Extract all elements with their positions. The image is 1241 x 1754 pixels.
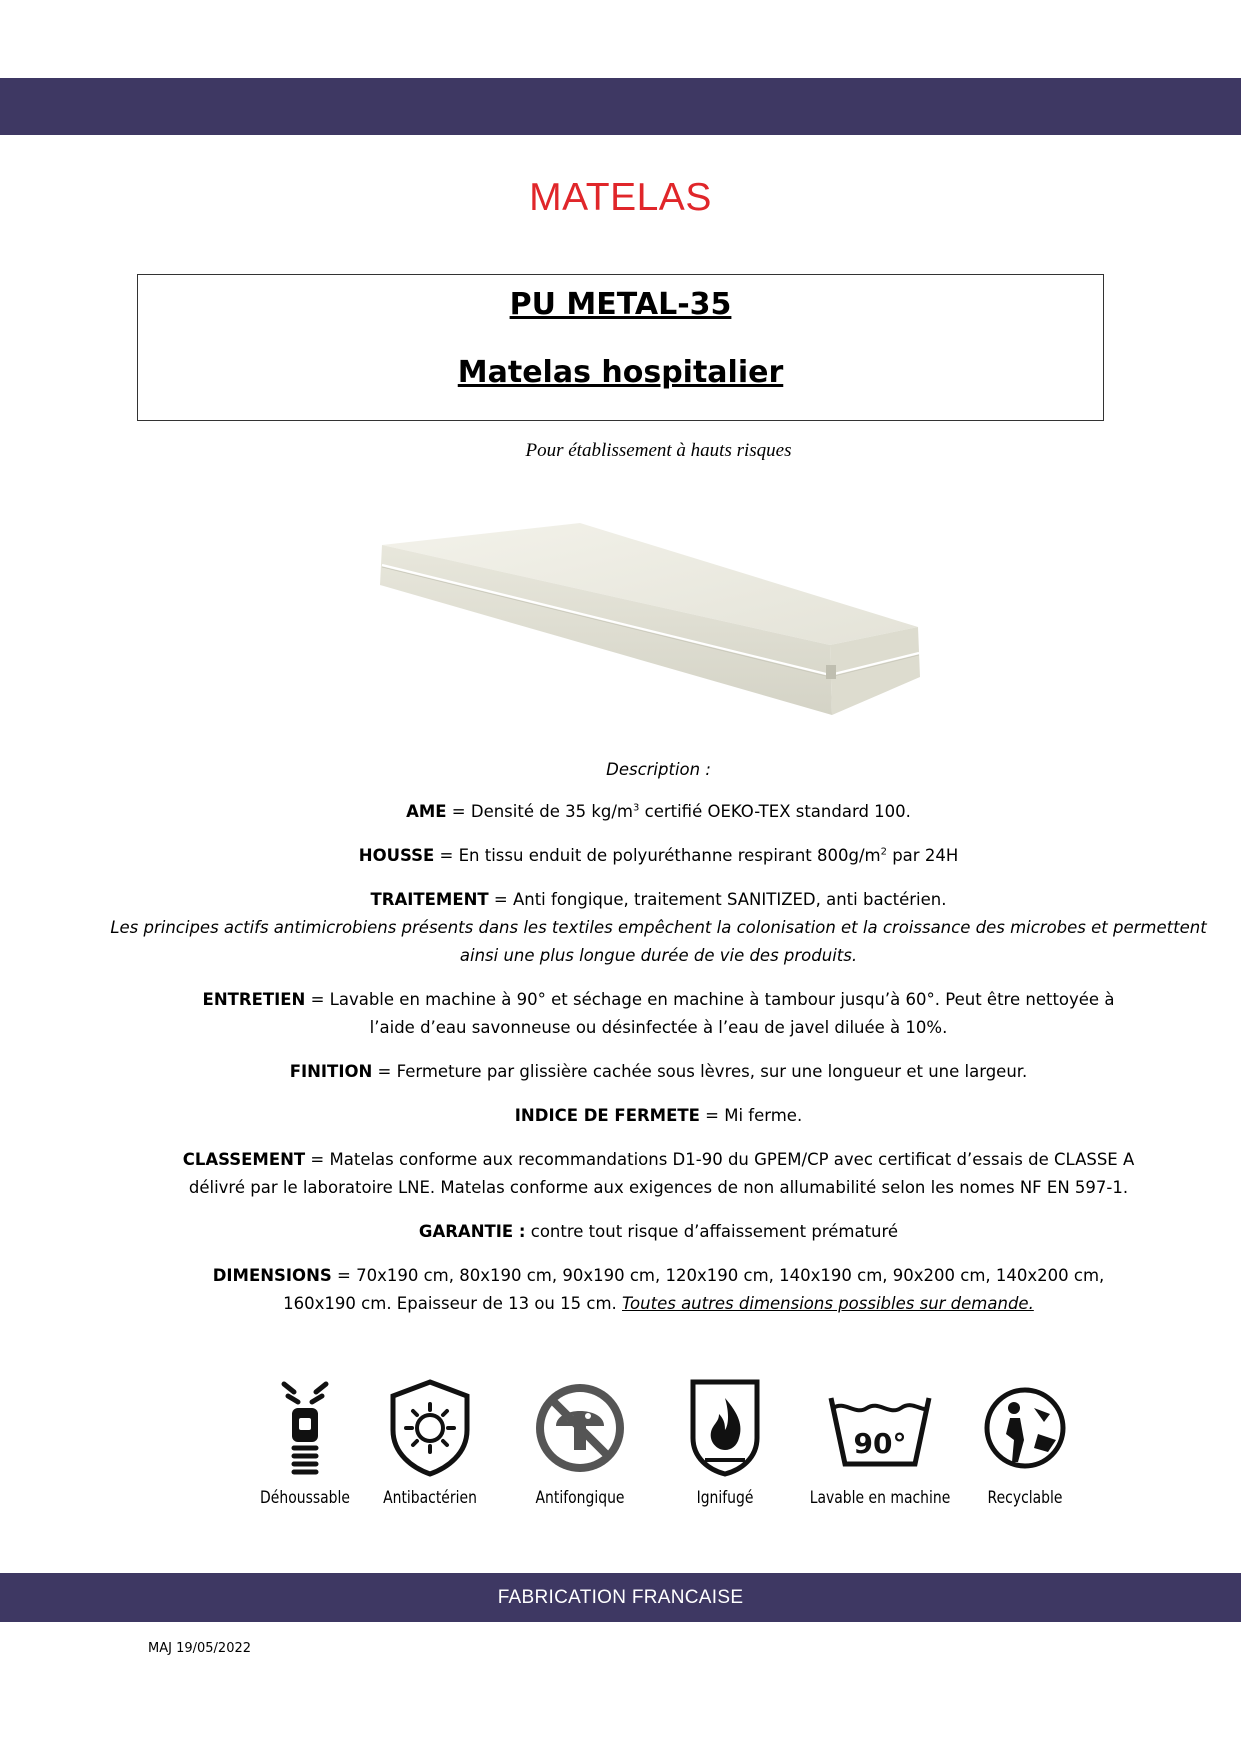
product-subtitle: Pour établissement à hauts risques — [525, 440, 792, 461]
feature-antifongique: Antifongique — [505, 1378, 655, 1508]
feature-dehoussable: Déhoussable — [230, 1378, 380, 1508]
desc-entretien: ENTRETIEN = Lavable en machine à 90° et séchage en machine à tambour jusqu’à 60°. Peut être nettoyée à l’aide d’eau savonneuse ou désinfectée à l’eau de javel diluée à 10%. — [202, 990, 1115, 1037]
product-title-box — [137, 274, 1104, 421]
desc-ame: AME = Densité de 35 $kg/m^3$ certifié OEKO-TEX standard 100. — [406, 802, 911, 821]
update-date: MAJ 19/05/2022 — [148, 1641, 252, 1656]
svg-text:90°: 90° — [853, 1427, 907, 1460]
desc-finition: FINITION = Fermeture par glissière cachée sous lèvres, sur une longueur et une largeur. — [289, 1062, 1028, 1081]
flame-shield-icon — [685, 1378, 765, 1478]
desc-housse: HOUSSE = En tissu enduit de polyuréthanne respirant $800g/m^2$ par 24H — [358, 846, 959, 865]
product-type: Matelas hospitalier — [457, 355, 784, 390]
feature-lavable: 90° Lavable en machine — [790, 1378, 970, 1508]
feature-icons — [240, 1378, 1140, 1518]
desc-fermete: INDICE DE FERMETE = Mi ferme. — [514, 1106, 803, 1125]
feature-recyclable: Recyclable — [950, 1378, 1100, 1508]
description-label: Description : — [606, 760, 711, 779]
antibacterial-shield-icon — [385, 1378, 475, 1478]
recycle-icon — [980, 1378, 1070, 1478]
top-banner — [0, 78, 1241, 135]
footer-banner-text: FABRICATION FRANCAISE — [497, 1586, 744, 1608]
feature-ignifuge: Ignifugé — [650, 1378, 800, 1508]
desc-garantie: GARANTIE : contre tout risque d’affaissement prématuré — [418, 1222, 899, 1241]
footer-banner — [0, 1573, 1241, 1622]
desc-dimensions: DIMENSIONS = 70x190 cm, 80x190 cm, 90x190 cm, 120x190 cm, 140x190 cm, 90x200 cm, 140x200 cm, 160x190 cm. Epaisseur de 13 ou 15 cm. Toutes autres dimensions possibles sur demande. — [212, 1266, 1105, 1313]
feature-antibacterien: Antibactérien — [355, 1378, 505, 1508]
zipper-icon — [270, 1378, 340, 1478]
mattress-photo — [370, 515, 930, 730]
wash-90-icon — [825, 1378, 935, 1478]
no-fungus-icon — [530, 1378, 630, 1478]
description — [110, 756, 1207, 1334]
product-name: PU METAL-35 — [509, 287, 732, 322]
desc-traitement: TRAITEMENT = Anti fongique, traitement SANITIZED, anti bactérien. Les principes actifs antimicrobiens présents dans les textiles empêchent la colonisation et la croissance des microbes et permettent ainsi une plus longue durée de vie des produits. — [110, 890, 1207, 965]
section-title: MATELAS — [529, 176, 712, 219]
desc-classement: CLASSEMENT = Matelas conforme aux recommandations D1-90 du GPEM/CP avec certificat d’essais de CLASSE A délivré par le laboratoire LNE. Matelas conforme aux exigences de non allumabilité selon les nomes NF EN 597-1. — [182, 1150, 1135, 1197]
